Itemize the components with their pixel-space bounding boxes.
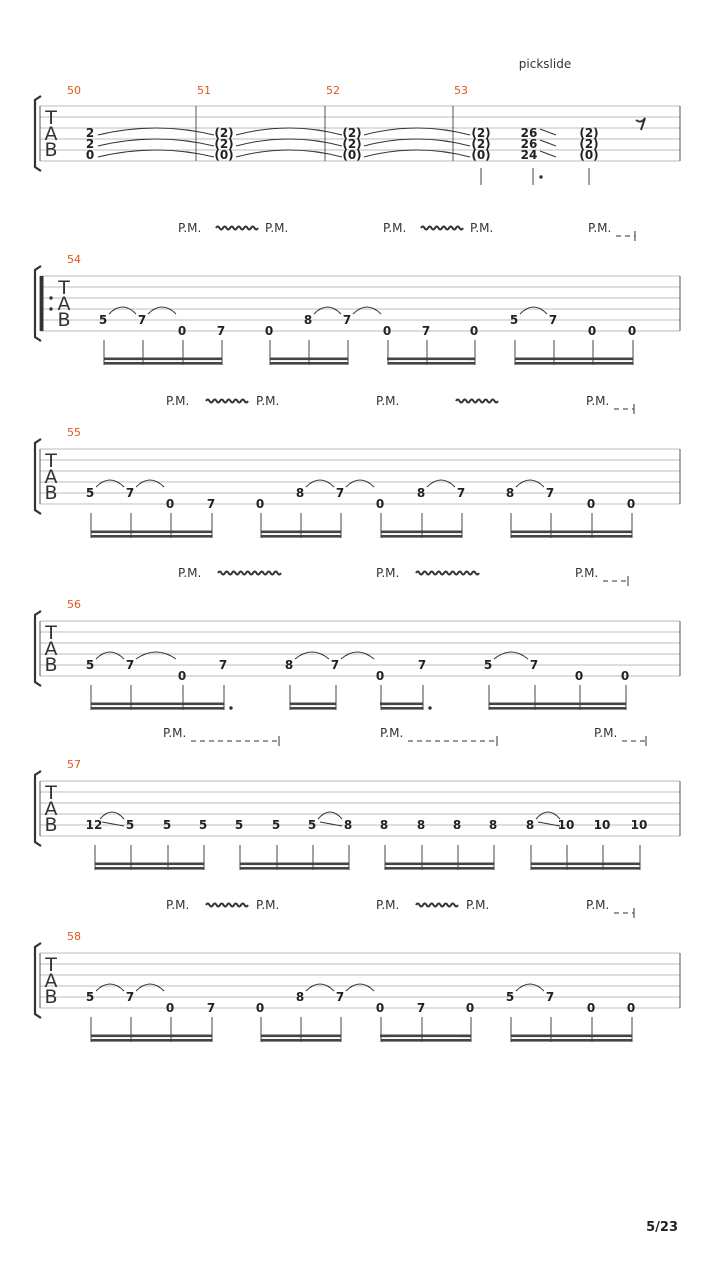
beam — [511, 1039, 632, 1042]
slur — [96, 984, 124, 991]
fret-number: 5 — [307, 818, 317, 832]
fret-number: 0 — [465, 1001, 475, 1015]
slide-line — [540, 140, 556, 146]
beam — [381, 703, 423, 706]
staff-system — [35, 57, 680, 185]
palm-mute-label: P.M. — [178, 566, 202, 580]
slur — [96, 480, 124, 487]
fret-number: 0 — [626, 1001, 636, 1015]
fret-number: 8 — [379, 818, 389, 832]
measure-number: 52 — [326, 84, 340, 97]
measure-number: 58 — [67, 930, 81, 943]
beam — [290, 707, 336, 710]
beam — [515, 362, 633, 365]
beam — [388, 358, 475, 361]
beam — [489, 703, 626, 706]
fret-number: (0) — [214, 148, 234, 162]
slur — [346, 480, 374, 487]
palm-mute-label: P.M. — [376, 394, 400, 408]
slur — [353, 307, 381, 314]
fret-number: 8 — [295, 486, 305, 500]
fret-number: 24 — [520, 148, 538, 162]
fret-number: 7 — [335, 990, 345, 1004]
fret-number: 0 — [586, 497, 596, 511]
palm-mute-label: P.M. — [586, 394, 610, 408]
beam — [381, 531, 462, 534]
slur — [236, 139, 342, 146]
beam — [270, 358, 348, 361]
staff-system — [35, 221, 680, 365]
vibrato-mark — [216, 227, 258, 230]
beam — [104, 362, 222, 365]
vibrato-mark — [206, 400, 248, 403]
slur — [98, 150, 214, 157]
tab-clef-a: A — [44, 798, 58, 820]
palm-mute-label: P.M. — [178, 221, 202, 235]
fret-number: (2) — [471, 126, 491, 140]
fret-number: 8 — [303, 313, 313, 327]
fret-number: (2) — [342, 126, 362, 140]
fret-number: 0 — [375, 497, 385, 511]
measure-number: 53 — [454, 84, 468, 97]
fret-number: 5 — [85, 486, 95, 500]
beam — [511, 1035, 632, 1038]
palm-mute-label: P.M. — [470, 221, 494, 235]
fret-number: 7 — [125, 658, 135, 672]
beam — [466, 358, 475, 361]
slur — [136, 984, 164, 991]
vibrato-mark — [416, 904, 458, 907]
beam — [388, 362, 475, 365]
fret-number: 7 — [335, 486, 345, 500]
fret-number: 8 — [295, 990, 305, 1004]
beam — [385, 863, 494, 866]
rhythm-dot — [49, 307, 52, 310]
fret-number: 10 — [557, 818, 575, 832]
palm-mute-label: P.M. — [383, 221, 407, 235]
palm-mute-label: P.M. — [376, 898, 400, 912]
slur — [306, 984, 334, 991]
fret-number: 5 — [85, 658, 95, 672]
palm-mute-label: P.M. — [575, 566, 599, 580]
vibrato-mark — [206, 904, 248, 907]
measure-number: 54 — [67, 253, 81, 266]
fret-number: 0 — [627, 324, 637, 338]
fret-number: (2) — [214, 126, 234, 140]
fret-number: (2) — [342, 137, 362, 151]
fret-number: 0 — [620, 669, 630, 683]
slur — [364, 150, 470, 157]
fret-number: 0 — [587, 324, 597, 338]
fret-number: 8 — [488, 818, 498, 832]
palm-mute-label: P.M. — [380, 726, 404, 740]
tab-clef-t: T — [45, 954, 57, 976]
slur — [536, 812, 560, 819]
tab-clef-t: T — [45, 107, 57, 129]
beam — [531, 863, 640, 866]
beam — [91, 1035, 212, 1038]
rhythm-dot — [229, 706, 232, 709]
slur — [136, 480, 164, 487]
slur — [148, 307, 176, 314]
beam — [381, 1039, 471, 1042]
fret-number: (2) — [214, 137, 234, 151]
fret-number: 8 — [284, 658, 294, 672]
fret-number: 8 — [343, 818, 353, 832]
beam — [91, 1039, 212, 1042]
slur — [314, 307, 341, 314]
palm-mute-label: P.M. — [256, 898, 280, 912]
beam — [261, 1035, 341, 1038]
fret-number: 7 — [421, 324, 431, 338]
beam — [531, 867, 640, 870]
slur — [109, 307, 136, 314]
fret-number: 0 — [469, 324, 479, 338]
tab-clef-b: B — [44, 814, 58, 836]
fret-number: 5 — [125, 818, 135, 832]
fret-number: 0 — [177, 324, 187, 338]
slur — [98, 128, 214, 135]
beam — [511, 531, 632, 534]
fret-number: 7 — [206, 1001, 216, 1015]
slur — [318, 812, 342, 819]
staff-system — [35, 566, 680, 710]
fret-number: 5 — [271, 818, 281, 832]
vibrato-mark — [421, 227, 463, 230]
measure-number: 56 — [67, 598, 81, 611]
palm-mute-label: P.M. — [166, 898, 190, 912]
tab-clef-a: A — [44, 970, 58, 992]
palm-mute-label: P.M. — [588, 221, 612, 235]
slide-line — [540, 151, 556, 157]
palm-mute-label: P.M. — [256, 394, 280, 408]
tab-clef-a: A — [44, 466, 58, 488]
fret-number: 0 — [255, 1001, 265, 1015]
beam — [261, 531, 341, 534]
slur — [520, 307, 547, 314]
fret-number: (0) — [471, 148, 491, 162]
fret-number: 7 — [125, 486, 135, 500]
palm-mute-label: P.M. — [376, 566, 400, 580]
tab-clef-t: T — [45, 782, 57, 804]
tab-clef-a: A — [57, 293, 71, 315]
beam — [104, 358, 222, 361]
fret-number: 0 — [586, 1001, 596, 1015]
fret-number: (0) — [342, 148, 362, 162]
beam — [240, 867, 349, 870]
tab-clef-b: B — [44, 139, 58, 161]
tab-clef-b: B — [44, 654, 58, 676]
fret-number: 2 — [85, 137, 95, 151]
rhythm-dot — [428, 706, 431, 709]
beam — [385, 867, 494, 870]
palm-mute-label: P.M. — [166, 394, 190, 408]
palm-mute-label: P.M. — [466, 898, 490, 912]
beam — [261, 1039, 341, 1042]
pickslide-annotation: pickslide — [518, 57, 572, 71]
slur — [427, 480, 455, 487]
beam — [380, 1035, 387, 1038]
fret-number: 0 — [375, 1001, 385, 1015]
fret-number: 0 — [165, 1001, 175, 1015]
fret-number: 7 — [330, 658, 340, 672]
fret-number: 7 — [417, 658, 427, 672]
fret-number: 7 — [545, 990, 555, 1004]
beam — [95, 863, 204, 866]
fret-number: 7 — [529, 658, 539, 672]
repeat-thick-bar — [40, 276, 44, 331]
fret-number: 7 — [548, 313, 558, 327]
tab-clef-a: A — [44, 123, 58, 145]
beam — [290, 703, 336, 706]
fret-number: 8 — [416, 486, 426, 500]
tab-clef-b: B — [44, 482, 58, 504]
slur — [236, 150, 342, 157]
slur — [364, 139, 470, 146]
fret-number: 7 — [218, 658, 228, 672]
fret-number: 5 — [234, 818, 244, 832]
slur — [341, 652, 374, 659]
fret-number: 0 — [574, 669, 584, 683]
fret-number: 7 — [125, 990, 135, 1004]
tab-clef-t: T — [58, 277, 70, 299]
fret-number: 5 — [85, 990, 95, 1004]
fret-number: 0 — [255, 497, 265, 511]
page-number: 5/23 — [646, 1220, 678, 1235]
palm-mute-label: P.M. — [163, 726, 187, 740]
beam — [261, 535, 341, 538]
beam — [91, 535, 212, 538]
beam — [91, 531, 212, 534]
staff-system — [35, 394, 680, 538]
tab-clef-b: B — [57, 309, 71, 331]
vibrato-mark — [456, 400, 498, 403]
measure-number: 51 — [197, 84, 211, 97]
fret-number: 0 — [85, 148, 95, 162]
fret-number: 26 — [520, 126, 538, 140]
measure-number: 50 — [67, 84, 81, 97]
tab-clef-b: B — [44, 986, 58, 1008]
fret-number: 5 — [505, 990, 515, 1004]
fret-number: (2) — [579, 137, 599, 151]
staff-system — [35, 898, 680, 1042]
beam — [489, 707, 626, 710]
fret-number: 5 — [483, 658, 493, 672]
fret-number: (0) — [579, 148, 599, 162]
beam — [91, 707, 224, 710]
fret-number: 0 — [177, 669, 187, 683]
slur — [364, 128, 470, 135]
measure-number: 57 — [67, 758, 81, 771]
rhythm-dot — [49, 296, 52, 299]
beam — [381, 707, 423, 710]
slur — [494, 652, 528, 659]
fret-number: (2) — [579, 126, 599, 140]
fret-number: 0 — [382, 324, 392, 338]
beam — [240, 863, 349, 866]
beam — [387, 358, 394, 361]
beam — [381, 535, 462, 538]
fret-number: 0 — [165, 497, 175, 511]
beam — [95, 867, 204, 870]
vibrato-mark — [218, 572, 281, 575]
fret-number: 8 — [416, 818, 426, 832]
fret-number: 7 — [137, 313, 147, 327]
beam — [380, 703, 387, 706]
tab-clef-t: T — [45, 450, 57, 472]
slur — [96, 652, 124, 659]
fret-number: 0 — [375, 669, 385, 683]
fret-number: 7 — [416, 1001, 426, 1015]
fret-number: 5 — [509, 313, 519, 327]
palm-mute-label: P.M. — [586, 898, 610, 912]
slide-line — [540, 129, 556, 135]
tab-clef-t: T — [45, 622, 57, 644]
fret-number: 7 — [216, 324, 226, 338]
slur — [100, 812, 124, 819]
fret-number: 7 — [206, 497, 216, 511]
beam — [511, 535, 632, 538]
slur — [98, 139, 214, 146]
vibrato-mark — [416, 572, 479, 575]
rhythm-dot — [539, 175, 542, 178]
beam — [91, 703, 224, 706]
fret-number: 12 — [85, 818, 103, 832]
beam — [270, 362, 348, 365]
fret-number: 5 — [198, 818, 208, 832]
fret-number: 0 — [626, 497, 636, 511]
palm-mute-label: P.M. — [594, 726, 618, 740]
fret-number: 5 — [98, 313, 108, 327]
slur — [136, 652, 176, 659]
fret-number: 8 — [505, 486, 515, 500]
fret-number: 8 — [452, 818, 462, 832]
staff-system — [35, 726, 680, 870]
slur — [516, 480, 544, 487]
measure-number: 55 — [67, 426, 81, 439]
repeat-sign — [40, 276, 53, 331]
beam — [515, 358, 633, 361]
slur — [295, 652, 329, 659]
fret-number: 2 — [85, 126, 95, 140]
slur — [236, 128, 342, 135]
fret-number: (2) — [471, 137, 491, 151]
fret-number: 7 — [456, 486, 466, 500]
palm-mute-label: P.M. — [265, 221, 289, 235]
fret-number: 10 — [630, 818, 648, 832]
fret-number: 7 — [342, 313, 352, 327]
beam — [462, 1035, 471, 1038]
beam — [381, 1035, 471, 1038]
fret-number: 8 — [525, 818, 535, 832]
slur — [346, 984, 374, 991]
fret-number: 26 — [520, 137, 538, 151]
fret-number: 7 — [545, 486, 555, 500]
fret-number: 10 — [593, 818, 611, 832]
slur — [306, 480, 334, 487]
fret-number: 0 — [264, 324, 274, 338]
slur — [516, 984, 544, 991]
fret-number: 5 — [162, 818, 172, 832]
tab-clef-a: A — [44, 638, 58, 660]
